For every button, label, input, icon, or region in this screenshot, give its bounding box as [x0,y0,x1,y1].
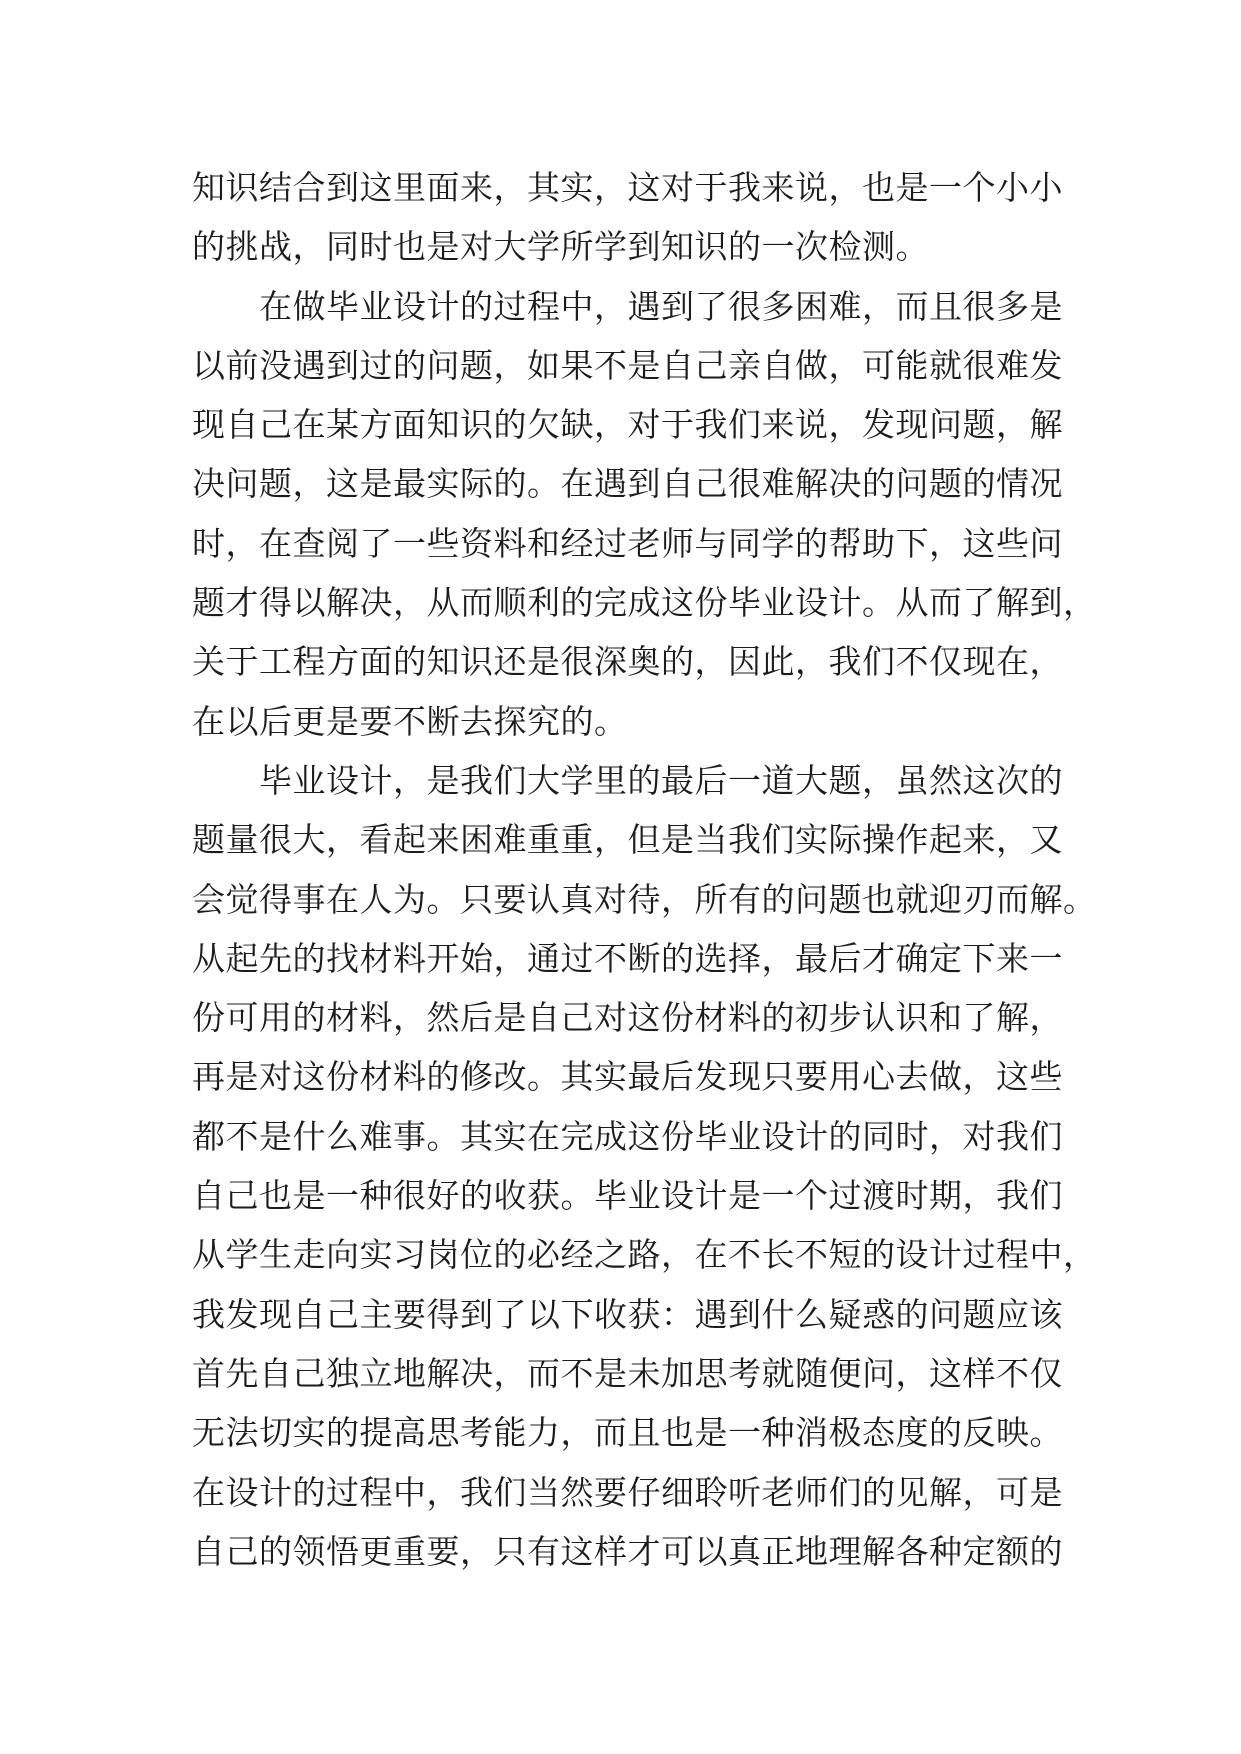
text-line: 知识结合到这里面来，其实，这对于我来说，也是一个小小 [192,168,1063,207]
text-line: 现自己在某方面知识的欠缺，对于我们来说，发现问题，解 [192,405,1063,445]
body-text [192,158,1097,1581]
text-line: 毕业设计，是我们大学里的最后一道大题，虽然这次的 [192,760,1063,800]
text-line: 无法切实的提高思考能力，而且也是一种消极态度的反映。 [192,1413,1063,1453]
text-line: 在以后更是要不断去探究的。 [192,701,628,741]
text-line: 时，在查阅了一些资料和经过老师与同学的帮助下，这些问 [192,523,1063,563]
text-line: 会觉得事在人为。只要认真对待，所有的问题也就迎刃而解。 [192,879,1097,919]
text-line: 题量很大，看起来困难重重，但是当我们实际操作起来，又 [192,820,1063,860]
text-line: 再是对这份材料的修改。其实最后发现只要用心去做，这些 [192,1057,1063,1097]
text-line: 关于工程方面的知识还是很深奥的，因此，我们不仅现在， [192,642,1063,682]
text-line: 在做毕业设计的过程中，遇到了很多困难，而且很多是 [192,286,1063,326]
text-line: 题才得以解决，从而顺利的完成这份毕业设计。从而了解到， [192,583,1097,623]
text-line: 自己也是一种很好的收获。毕业设计是一个过渡时期，我们 [192,1176,1063,1216]
text-line: 以前没遇到过的问题，如果不是自己亲自做，可能就很难发 [192,345,1063,385]
text-line: 从学生走向实习岗位的必经之路，在不长不短的设计过程中， [192,1235,1097,1275]
text-line: 都不是什么难事。其实在完成这份毕业设计的同时，对我们 [192,1116,1063,1156]
text-line: 我发现自己主要得到了以下收获：遇到什么疑惑的问题应该 [192,1294,1063,1334]
text-line: 份可用的材料，然后是自己对这份材料的初步认识和了解， [192,998,1063,1038]
text-line: 的挑战，同时也是对大学所学到知识的一次检测。 [192,227,929,267]
text-line: 首先自己独立地解决，而不是未加思考就随便问，这样不仅 [192,1353,1063,1393]
text-line: 自己的领悟更重要，只有这样才可以真正地理解各种定额的 [192,1531,1063,1571]
text-line: 从起先的找材料开始，通过不断的选择，最后才确定下来一 [192,938,1063,978]
text-line: 在设计的过程中，我们当然要仔细聆听老师们的见解，可是 [192,1472,1063,1512]
text-line: 决问题，这是最实际的。在遇到自己很难解决的问题的情况 [192,464,1063,504]
